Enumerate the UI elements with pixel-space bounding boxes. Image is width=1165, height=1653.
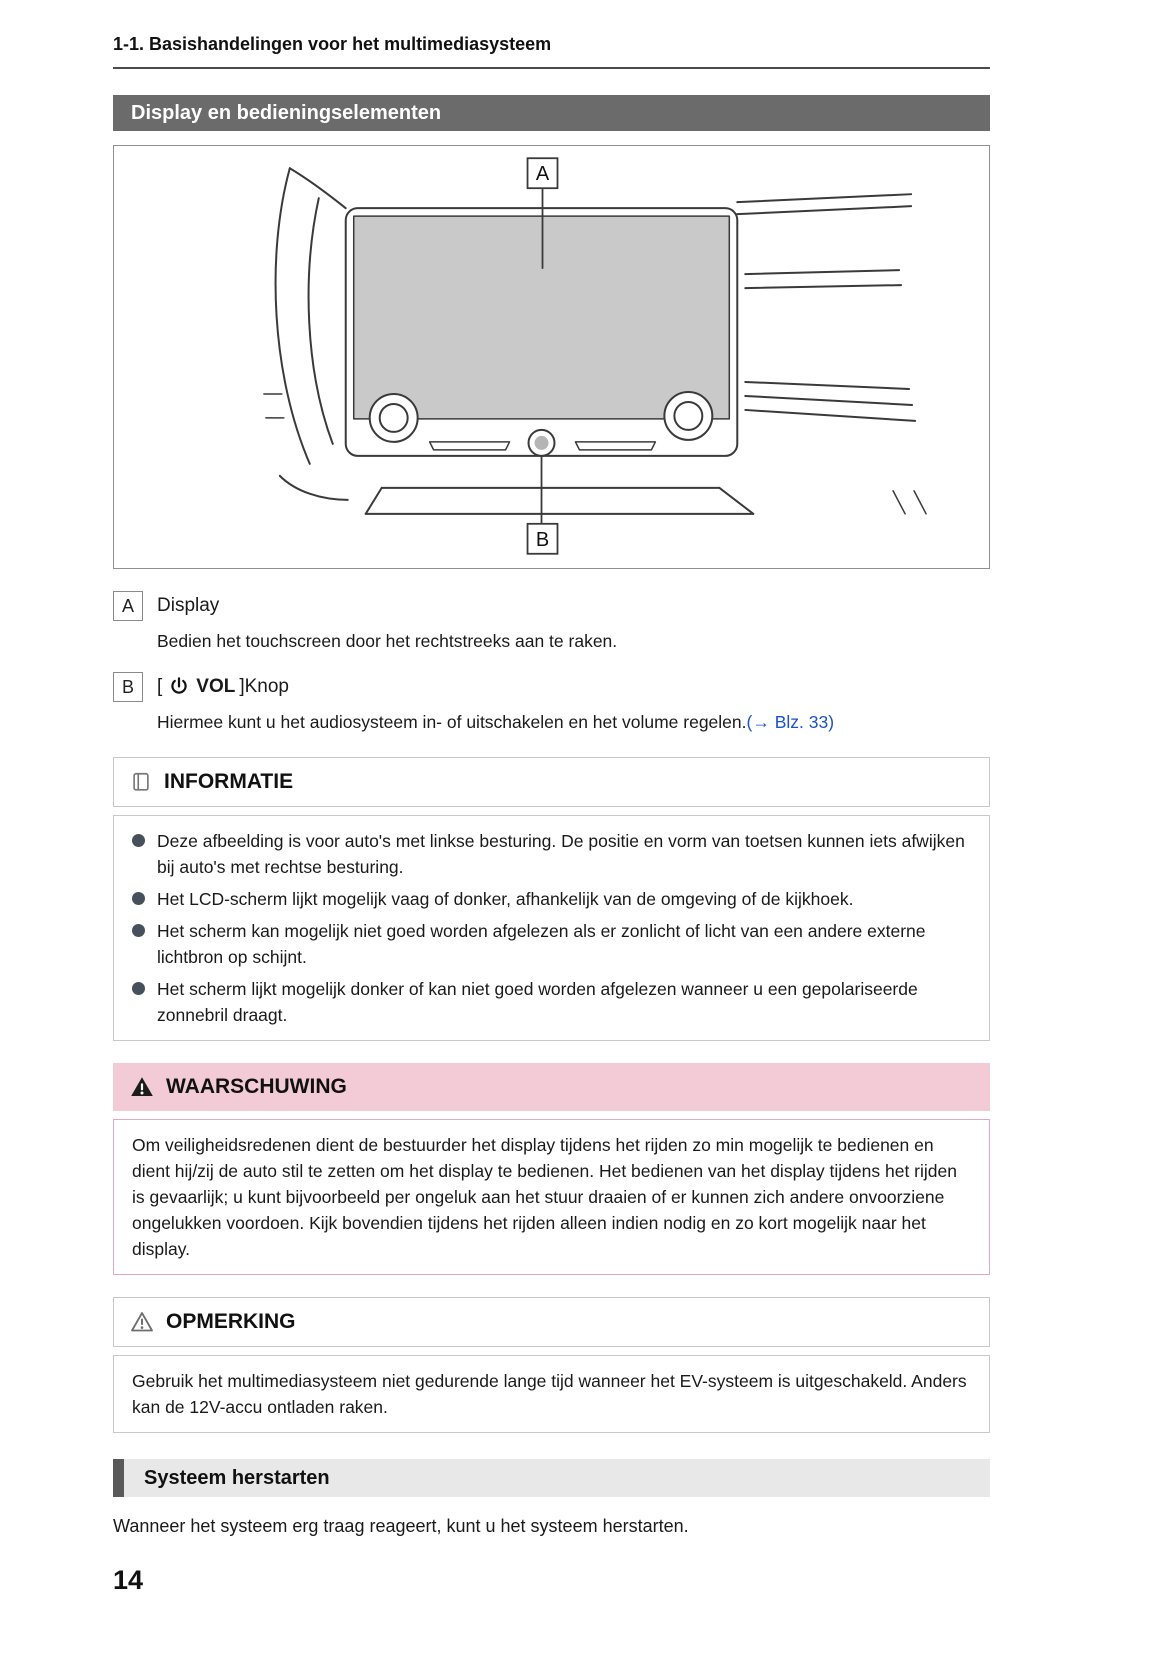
info-box	[113, 757, 990, 1041]
vent-line	[745, 410, 915, 421]
dashboard-diagram	[113, 145, 990, 569]
info-title: INFORMATIE	[164, 770, 294, 793]
dash-line	[276, 168, 310, 464]
info-bullet-text: Deze afbeelding is voor auto's met linkse besturing. De positie en vorm van toetsen kunnen iets afwijken bij auto's met rechtse besturing.	[157, 831, 965, 877]
legend-desc-vol-knob	[157, 710, 990, 735]
book-icon	[130, 771, 152, 793]
breadcrumb-rule	[113, 34, 990, 69]
legend-desc-display: Bedien het touchscreen door het rechtstreeks aan te raken.	[157, 631, 618, 651]
info-body	[113, 815, 990, 1041]
vol-description: Hiermee kunt u het audiosysteem in- of uitschakelen en het volume regelen.	[157, 712, 747, 732]
info-header	[113, 757, 990, 807]
left-knob-inner	[380, 404, 408, 432]
callout-b-label: B	[535, 528, 550, 551]
dashboard-illustration	[114, 146, 989, 568]
vent-line	[745, 382, 909, 389]
legend	[113, 591, 990, 735]
dash-tick	[893, 491, 905, 514]
dash-line	[737, 194, 911, 202]
tray-line	[719, 488, 753, 514]
list-item	[132, 828, 971, 880]
notice-header	[113, 1297, 990, 1347]
notice-body: Gebruik het multimediasysteem niet gedurende lange tijd wanneer het EV-systeem is uitgeschakeld. Anders kan de 12V-accu ontladen raken.	[113, 1355, 990, 1433]
info-bullet-text: Het scherm kan mogelijk niet goed worden afgelezen als er zonlicht of licht van een andere externe lichtbron op schijnt.	[157, 921, 926, 967]
restart-section-bar	[113, 1459, 990, 1497]
section-title-bar	[113, 95, 990, 131]
list-item	[132, 976, 971, 1028]
notice-box	[113, 1297, 990, 1433]
breadcrumb: 1-1. Basishandelingen voor het multimediasysteem	[113, 34, 552, 54]
info-bullet-text: Het scherm lijkt mogelijk donker of kan niet goed worden afgelezen wanneer u een gepolariseerde zonnebril draagt.	[157, 979, 918, 1025]
vent-line	[745, 270, 899, 274]
notice-icon	[130, 1310, 154, 1334]
dash-line	[309, 198, 333, 444]
key-a: A	[113, 591, 143, 621]
warning-body: Om veiligheidsredenen dient de bestuurder het display tijdens het rijden zo min mogelijk te bedienen en dient hij/zij de auto stil te zetten om het display te bedienen. Het bedienen van het display tijdens het rijden is gevaarlijk; u kunt bijvoorbeeld per ongeluk aan het stuur draaien of er kunnen zich andere onvoorziene ongelukken voordoen. Kijk bovendien tijdens het rijden alleen indien nodig en zo kort mogelijk naar het display.	[113, 1119, 990, 1275]
vol-label: VOL	[196, 676, 236, 697]
bracket-open: [	[157, 676, 163, 697]
legend-item-vol-knob	[113, 672, 990, 735]
notice-title: OPMERKING	[166, 1310, 296, 1333]
tray-line	[366, 488, 382, 514]
callout-a-label: A	[535, 163, 550, 186]
display-screen	[354, 216, 730, 419]
dash-tick	[914, 491, 926, 514]
list-item	[132, 918, 971, 970]
info-bullet-list	[132, 828, 971, 1028]
restart-section-title: Systeem herstarten	[144, 1467, 330, 1489]
restart-intro-text: Wanneer het systeem erg traag reageert, kunt u het systeem herstarten.	[113, 1516, 689, 1536]
page-reference-link[interactable]: (→ Blz. 33)	[746, 712, 835, 732]
power-volume-knob-center	[535, 436, 549, 450]
bullet-icon	[132, 892, 145, 905]
dash-line	[280, 476, 348, 500]
power-icon	[168, 676, 190, 698]
warning-header	[113, 1063, 990, 1111]
legend-item-display	[113, 591, 990, 654]
legend-title-display: Display	[157, 595, 220, 616]
list-item	[132, 886, 971, 912]
bullet-icon	[132, 982, 145, 995]
warning-icon	[130, 1075, 154, 1099]
warning-box	[113, 1063, 990, 1275]
info-bullet-text: Het LCD-scherm lijkt mogelijk vaag of donker, afhankelijk van de omgeving of de kijkhoek.	[157, 889, 854, 909]
vent-line	[745, 285, 901, 288]
bullet-icon	[132, 924, 145, 937]
bullet-icon	[132, 834, 145, 847]
knop-suffix: ]Knop	[239, 676, 289, 697]
legend-title-vol-knob	[157, 676, 289, 698]
warning-title: WAARSCHUWING	[166, 1075, 347, 1098]
right-knob-inner	[674, 402, 702, 430]
section-title: Display en bedieningselementen	[131, 102, 442, 124]
key-b: B	[113, 672, 143, 702]
dash-line	[737, 206, 911, 214]
page-number: 14	[113, 1565, 144, 1595]
legend-head-b	[113, 672, 990, 702]
legend-head-a	[113, 591, 990, 621]
vent-line	[745, 396, 912, 405]
